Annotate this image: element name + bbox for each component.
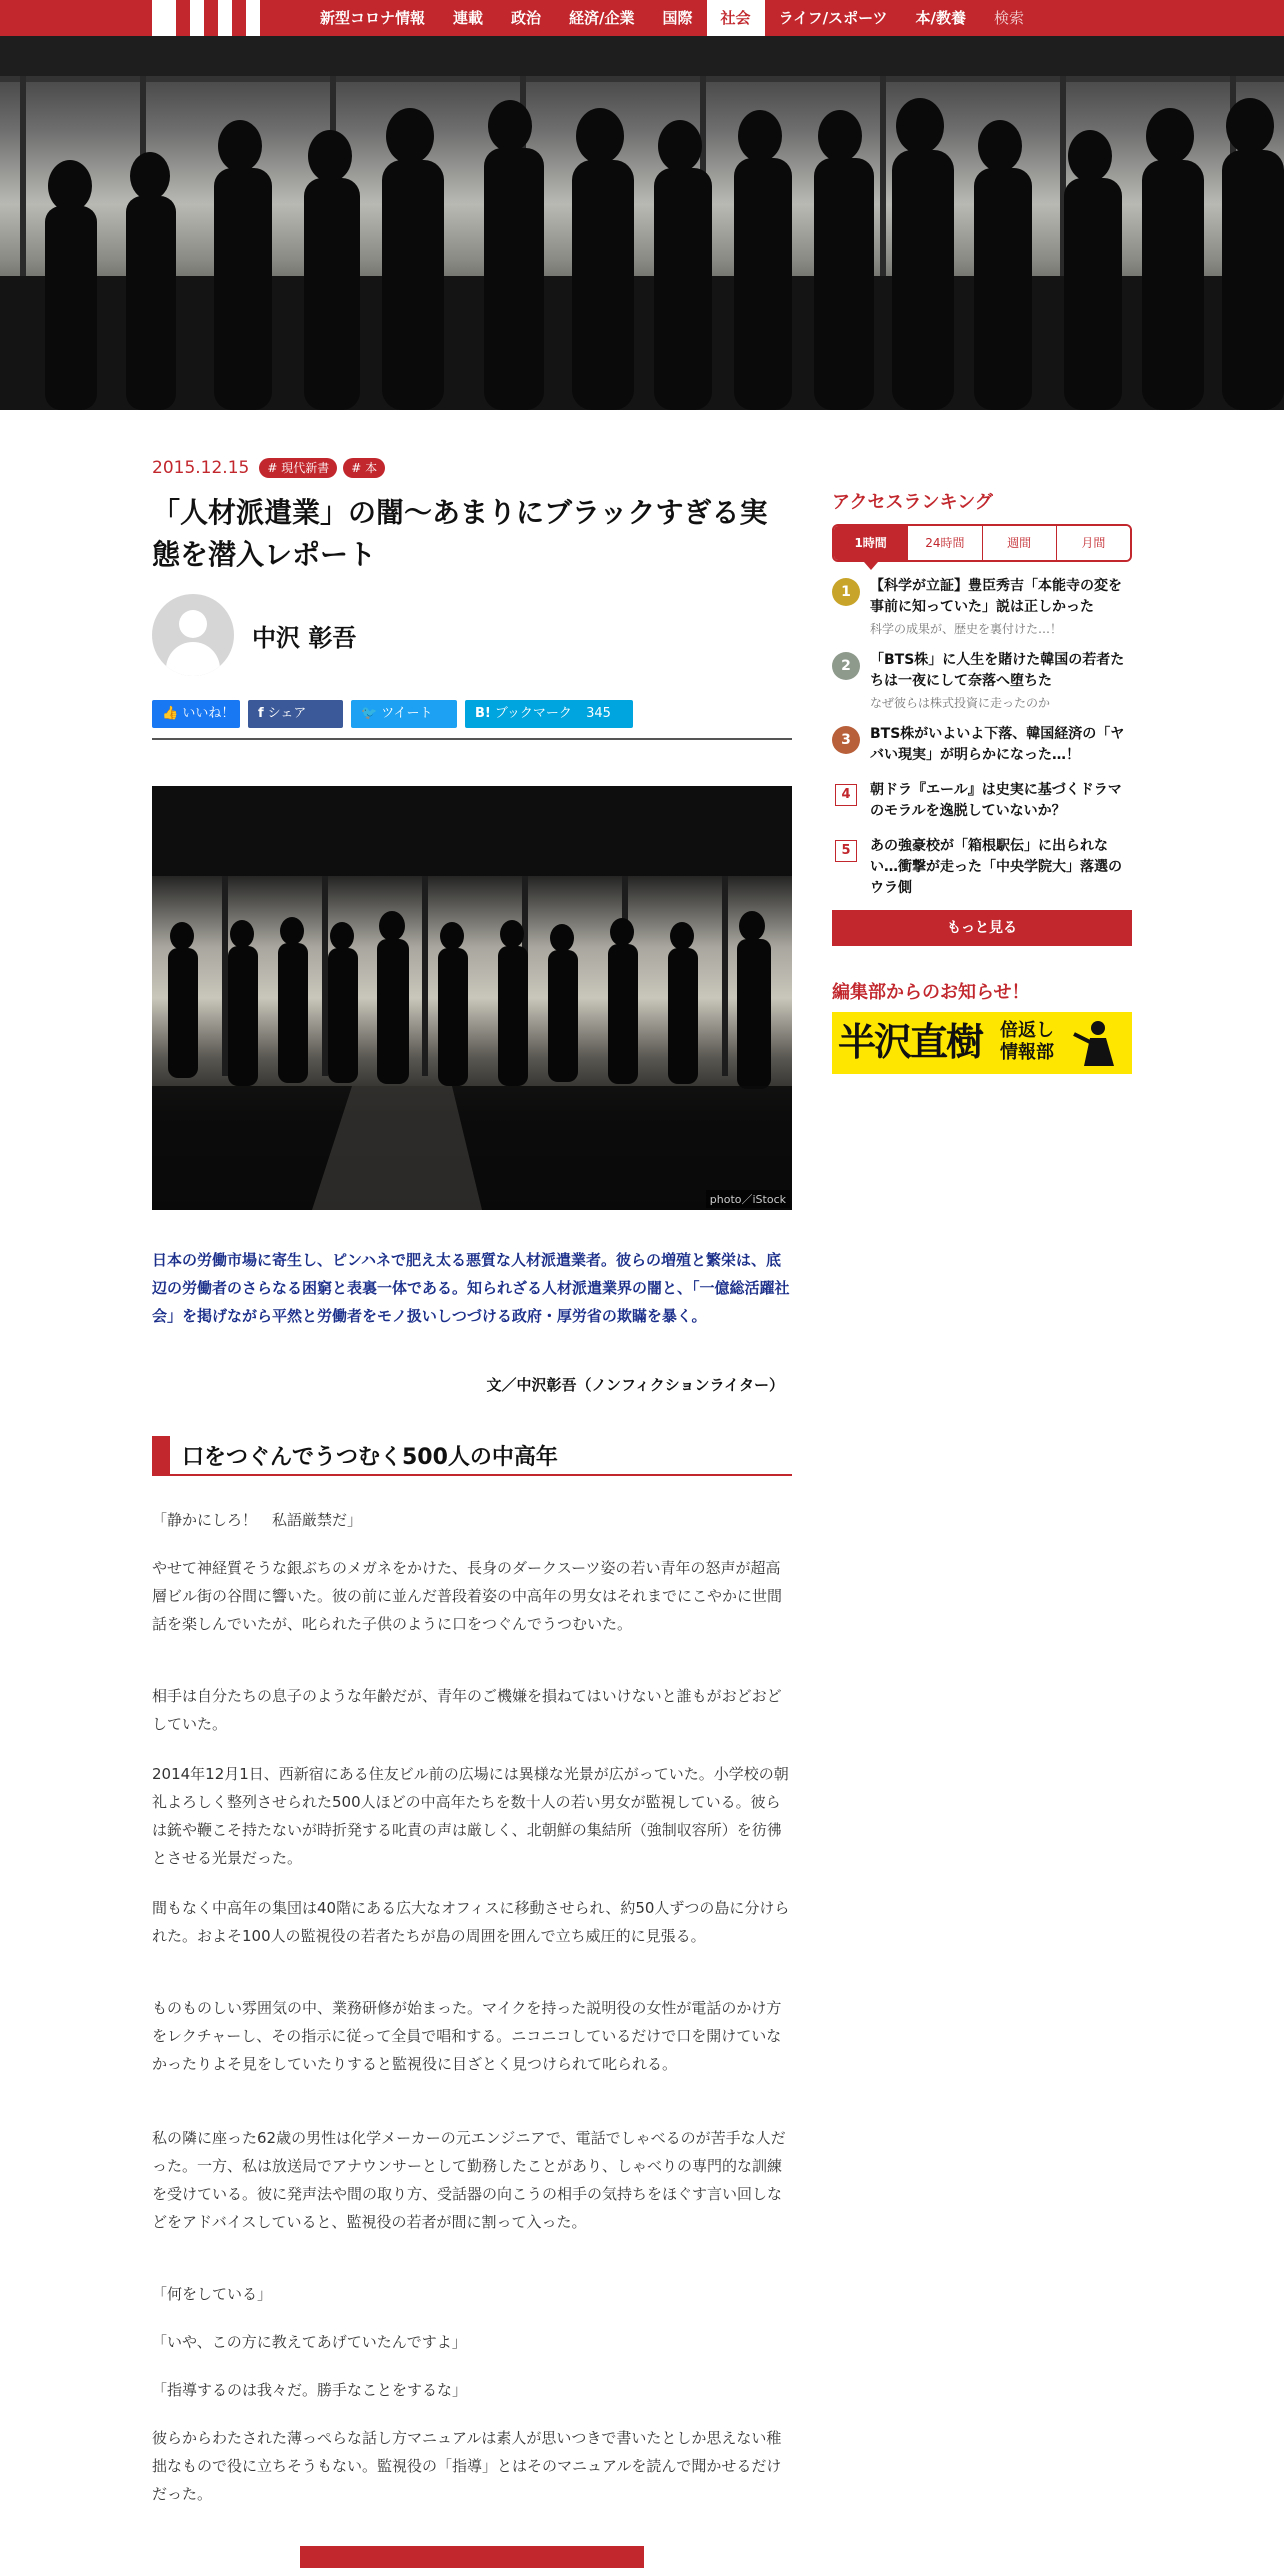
ranking-title[interactable]: 「BTS株」に人生を賭けた韓国の若者たちは一夜にして奈落へ堕ちた [870,652,1125,689]
hatena-bookmark-button[interactable]: B! ブックマーク 345 [465,700,633,728]
paragraph: 彼らからわたされた薄っぺらな話し方マニュアルは素人が思いつきで書いたとしか思えない稚拙なもので役に立ちそうもない。監視役の「指導」とはそのマニュアルを読んで聞かせるだけだった。 [152,2429,782,2503]
nav-item-life-sports[interactable]: ライフ/スポーツ [778,9,888,27]
site-logo[interactable] [152,0,290,36]
bookmark-count: 345 [586,706,611,721]
tag-book[interactable]: # 本 [343,458,385,478]
twitter-icon: 🐦 [361,706,378,721]
hero-silhouettes [0,36,1284,410]
nav-item-books[interactable]: 本/教養 [915,9,967,27]
ranking-subtitle: 科学の成果が、歴史を裏付けた…！ [870,622,1063,636]
ranking-title[interactable]: BTS株がいよいよ下落、韓国経済の「ヤバい現実」が明らかになった…！ [870,726,1125,763]
paragraph: 間もなく中高年の集団は40階にある広大なオフィスに移動させられ、約50人ずつの島に分けられた。およそ100人の監視役の若者たちが島の周囲を囲んで立ち威圧的に見張る。 [152,1899,790,1945]
paragraph: 2014年12月1日、西新宿にある住友ビル前の広場には異様な光景が広がっていた。小学校の朝礼よろしく整列させられた500人ほどの中高年たちを数十人の若い男女が監視している。彼らは銃や鞭こそ持たないが時折発する叱責の声は厳しく、北朝鮮の集結所（強制収容所）を彷彿とさせる光景だった。 [152,1765,789,1867]
paragraph: ものものしい雰囲気の中、業務研修が始まった。マイクを持った説明役の女性が電話のかけ方をレクチャーし、その指示に従って全員で唱和する。ニコニコしているだけで口を開けていなかったりよそ見をしていたりすると監視役に目ざとく見つけられて叱られる。 [152,1999,782,2073]
paragraph: 「指導するのは我々だ。勝手なことをするな」 [152,2381,468,2399]
rank-medal-silver: 2 [832,652,860,680]
tab-weekly[interactable]: 週間 [982,526,1056,560]
nav-item-economy[interactable]: 経済/企業 [569,9,635,27]
nav-item-politics[interactable]: 政治 [511,9,542,27]
rank-number: 4 [835,784,857,806]
photo-credit: photo／iStock [706,1190,790,1208]
divider [152,738,792,740]
like-button[interactable]: 👍 いいね！ [152,700,240,728]
nav-item-serial[interactable]: 連載 [453,9,484,27]
tab-24hours[interactable]: 24時間 [907,526,981,560]
section-title: 口をつぐんでうつむく500人の中高年 [182,1445,558,1470]
ranking-heading: アクセスランキング [832,492,993,513]
ranking-title[interactable]: あの強豪校が「箱根駅伝」に出られない…衝撃が走った「中央学院大」落選のウラ側 [870,838,1122,896]
paragraph: 私の隣に座った62歳の男性は化学メーカーの元エンジニアで、電話でしゃべるのが苦手な人だった。一方、私は放送局でアナウンサーとして勤務したことがあり、しゃべりの専門的な訓練を受けている。彼に発声法や間の取り方、受話器の向こうの相手の気持ちをほぐす言い回しなどをアドバイスしていると、監視役の若者が間に割って入った。 [152,2129,786,2231]
article-meta [152,458,391,478]
hanzawa-banner[interactable] [832,1012,1132,1074]
next-page-button[interactable] [300,2546,644,2568]
facebook-share-button[interactable]: f シェア [248,700,343,728]
tab-1hour[interactable]: 1時間 [834,526,907,560]
article-photo [152,786,792,1210]
hatena-icon: B! [475,706,491,721]
active-tab-pointer [864,562,878,570]
section-heading [152,1436,792,1476]
author-avatar[interactable] [152,594,234,676]
banner-subtitle: 倍返し情報部 [1000,1020,1054,1063]
banner-figure-icon [1070,1018,1126,1068]
notice-heading: 編集部からのお知らせ！ [832,982,1030,1003]
hero-image [0,36,1284,410]
ranking-title[interactable]: 【科学が立証】豊臣秀吉「本能寺の変を事前に知っていた」説は正しかった [870,578,1122,615]
nav-menu [306,0,1038,36]
rank-medal-gold: 1 [832,578,860,606]
rank-medal-bronze: 3 [832,726,860,754]
article-date: 2015.12.15 [152,458,250,478]
tweet-button[interactable]: 🐦 ツイート [351,700,457,728]
paragraph: 「いや、この方に教えてあげていたんですよ」 [152,2333,467,2351]
article-title: 「人材派遣業」の闇〜あまりにブラックすぎる実態を潜入レポート [152,496,768,571]
author-name[interactable]: 中沢 彰吾 [252,623,357,652]
thumbs-up-icon: 👍 [162,706,183,721]
facebook-icon: f [258,706,264,721]
nav-search[interactable]: 検索 [994,9,1025,27]
paragraph: 「何をしている」 [152,2285,273,2303]
ranking-title[interactable]: 朝ドラ『エール』は史実に基づくドラマのモラルを逸脱していないか？ [870,782,1122,819]
tag-gendai-shinsho[interactable]: # 現代新書 [259,458,337,478]
paragraph: 相手は自分たちの息子のような年齢だが、青年のご機嫌を損ねてはいけないと誰もがおどおどしていた。 [152,1687,782,1733]
share-buttons [152,700,641,728]
top-nav [0,0,1284,36]
paragraph: やせて神経質そうな銀ぶちのメガネをかけた、長身のダークスーツ姿の若い青年の怒声が超高層ビル街の谷間に響いた。彼の前に並んだ普段着姿の中高年の男女はそれまでにこやかに世間話を楽しんでいたが、叱られた子供のように口をつぐんでうつむいた。 [152,1559,783,1633]
ranking-subtitle: なぜ彼らは株式投資に走ったのか [870,696,1051,710]
rank-number: 5 [835,840,857,862]
ranking-more-button[interactable]: もっと見る [832,910,1132,946]
article-byline: 文／中沢彰吾（ノンフィクションライター） [486,1376,784,1394]
author [152,594,356,676]
article-lead: 日本の労働市場に寄生し、ピンハネで肥え太る悪質な人材派遣業者。彼らの増殖と繁栄は、底辺の労働者のさらなる困窮と表裏一体である。知られざる人材派遣業界の闇と、「一億総活躍社会」を掲げながら平然と労働者をモノ扱いしつづける政府・厚労省の欺瞞を暴く。 [152,1251,790,1325]
article-photo-silhouettes [152,786,792,1210]
nav-item-international[interactable]: 国際 [662,9,693,27]
nav-item-society[interactable]: 社会 [707,0,765,36]
paragraph: 「静かにしろ！ 私語厳禁だ」 [152,1511,363,1529]
tab-monthly[interactable]: 月間 [1056,526,1130,560]
ranking-tabs [832,524,1132,562]
nav-item-corona[interactable]: 新型コロナ情報 [320,9,426,27]
banner-title: 半沢直樹 [838,1019,983,1064]
